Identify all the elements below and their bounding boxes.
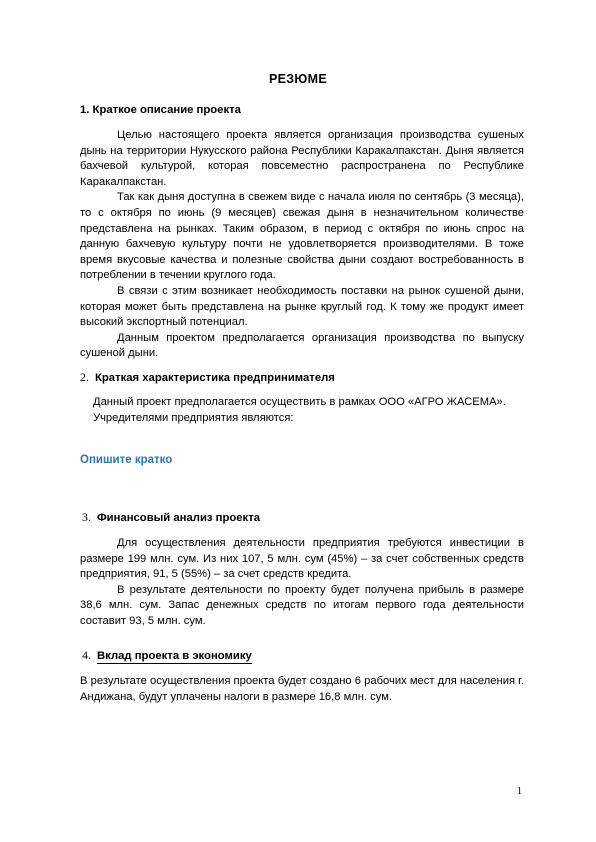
section-3-heading-text: Финансовый анализ проекта <box>97 512 261 524</box>
section-4-number: 4. <box>82 648 91 662</box>
section-1-heading: 1. Краткое описание проекта <box>80 104 241 116</box>
section-4-heading-text: Вклад проекта в экономику <box>97 650 252 662</box>
section-1-body <box>80 128 524 362</box>
section-4-paragraph: В результате осуществления проекта будет создано 6 рабочих мест для населения г. Андижана, будут уплачены налоги в размере 16,8 млн. сум. <box>80 675 524 703</box>
section-4-heading <box>82 648 252 663</box>
section-2-paragraph: Учредителями предприятия являются: <box>93 411 294 424</box>
section-1-paragraph: В связи с этим возникает необходимость поставки на рынок сушеной дыни, которая может быть представлена на рынке круглый год. К тому же продукт имеет высокий экспортный потенциал. <box>80 284 524 329</box>
section-3-number: 3. <box>82 510 91 524</box>
section-1-paragraph: Так как дыня доступна в свежем виде с начала июля по сентябрь (3 месяца), то с октября по июнь (9 месяцев) свежая дыня в незначительном количестве представлена на рынках. Таким образом, в период с октября по июнь спрос на данную бахчевую культуру почти не удовлетворяется производителями. В тоже время вкусовые качества и полезные свойства дыни создают востребованность в потреблении в течении круглого года. <box>80 191 524 282</box>
describe-briefly-link[interactable]: Опишите кратко <box>80 454 173 466</box>
section-3-body <box>80 536 524 630</box>
document-title: РЕЗЮМЕ <box>269 72 327 86</box>
section-3-paragraph: В результате деятельности по проекту будет получена прибыль в размере 38,6 млн. сум. Запас денежных средств по итогам первого года деятельности составит 93, 5 млн. сум. <box>80 583 524 627</box>
section-3-heading <box>82 510 260 525</box>
section-2-heading-text: Краткая характеристика предпринимателя <box>95 372 335 384</box>
section-2-heading <box>80 370 335 385</box>
section-1-paragraph: Данным проектом предполагается организация производства по выпуску сушеной дыни. <box>80 331 524 360</box>
section-3-paragraph: Для осуществления деятельности предприятия требуются инвестиции в размере 199 млн. сум. Из них 107, 5 млн. сум (45%) – за счет собственных средств предприятия, 91, 5 (55%) – за счет средств кредита. <box>80 537 524 581</box>
section-4-body <box>80 674 524 705</box>
section-2-number: 2. <box>80 370 89 384</box>
section-1-paragraph: Целью настоящего проекта является организация производства сушеных дынь на территории Нукусского района Республики Каракалпакстан. Дыня является бахчевой культурой, которая повсеместно распространена по Республике Каракалпакстан. <box>80 129 524 188</box>
page-number: 1 <box>517 786 522 797</box>
section-2-paragraph: Данный проект предполагается осуществить в рамках ООО «АГРО ЖАСЕМА». <box>93 396 506 408</box>
section-2-body <box>93 395 525 426</box>
